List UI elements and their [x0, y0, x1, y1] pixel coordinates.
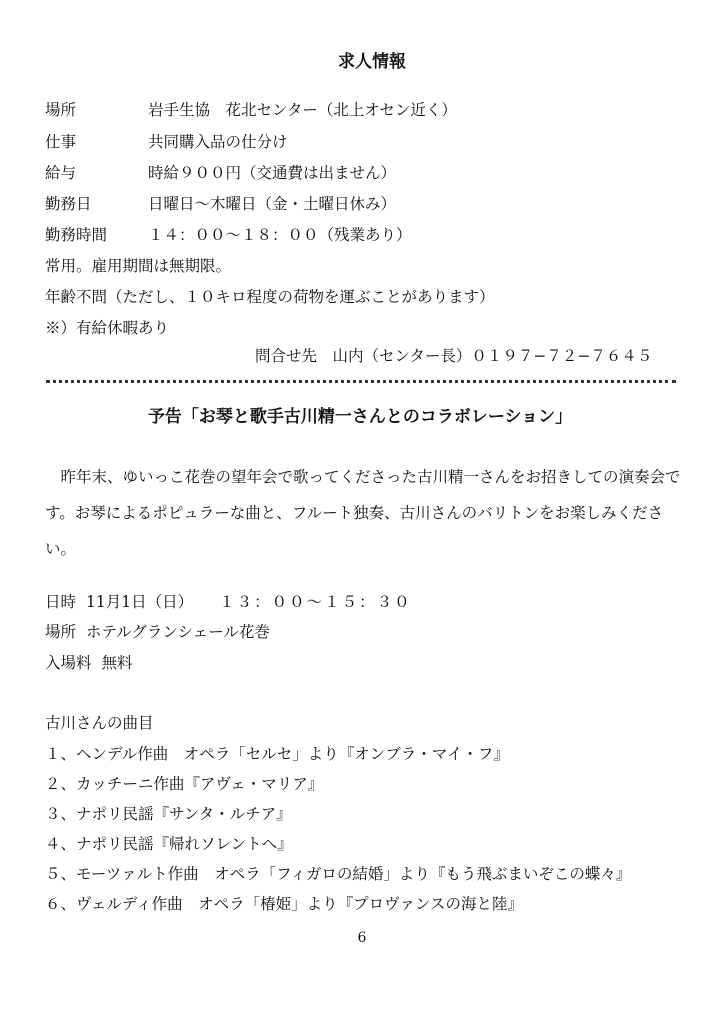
event-time-value: １３：００～１５：３０: [219, 593, 412, 611]
dotted-divider: [46, 380, 676, 383]
job-listing-title: 求人情報: [338, 52, 406, 72]
event-place-value: ホテルグランシェール花巻: [86, 623, 270, 641]
event-date-label: 日時: [45, 593, 77, 611]
job-note: 年齢不問（ただし、１０キロ程度の荷物を運ぶことがあります）: [45, 288, 495, 306]
job-row-value: 共同購入品の仕分け: [148, 133, 288, 151]
job-row-label: 場所: [45, 101, 77, 119]
event-place-row: [45, 620, 270, 642]
event-place-label: 場所: [45, 623, 77, 641]
song-item: ２、カッチーニ作曲『アヴェ・マリア』: [45, 775, 324, 793]
job-row-label: 勤務日: [45, 195, 92, 213]
job-row-work: [45, 132, 288, 152]
event-fee-value: 無料: [101, 654, 133, 672]
song-item: ５、モーツァルト作曲 オペラ「フィガロの結婚」より『もう飛ぶまいぞこの蝶々』: [45, 865, 632, 883]
page-number: 6: [357, 930, 367, 946]
job-row-label: 仕事: [45, 133, 77, 151]
song-item: ４、ナポリ民謡『帰れソレントへ』: [45, 835, 293, 853]
job-row-label: 勤務時間: [45, 226, 108, 244]
job-note: ※）有給休暇あり: [45, 319, 170, 337]
song-item: ６、ヴェルディ作曲 オペラ「椿姫」より『プロヴァンスの海と陸』: [45, 895, 524, 913]
song-item: １、ヘンデル作曲 オペラ「セルセ」より『オンブラ・マイ・フ』: [45, 745, 509, 763]
contact-info: 問合せ先 山内（センター長）０１９７−７２−７６４５: [255, 347, 653, 365]
job-row-value: １４：００～１８：００（残業あり）: [148, 226, 412, 244]
event-date-row: [45, 590, 412, 612]
event-fee-row: [45, 651, 133, 673]
job-row-value: 岩手生協 花北センター（北上オセン近く）: [148, 101, 457, 119]
job-row-label: 給与: [45, 164, 77, 182]
event-fee-label: 入場料: [45, 654, 92, 672]
job-row-value: 日曜日～木曜日（金・土曜日休み）: [148, 195, 397, 213]
song-item: ３、ナポリ民謡『サンタ・ルチア』: [45, 805, 292, 823]
job-note: 常用。雇用期間は無期限。: [45, 257, 232, 275]
notice-body-text: 昨年末、ゆいっこ花巻の望年会で歌ってくださった古川精一さんをお招きしての演奏会です。お琴によるポピュラーな曲と、フルート独奏、古川さんのバリトンをお楽しみください。: [45, 468, 681, 558]
job-row-hours: [45, 225, 412, 245]
notice-body: [45, 459, 685, 567]
job-row-workdays: [45, 194, 396, 214]
job-row-pay: [45, 163, 396, 183]
event-date-value: 11月1日（日）: [86, 593, 194, 611]
songs-heading: 古川さんの曲目: [45, 714, 154, 732]
job-row-value: 時給９００円（交通費は出ません）: [148, 164, 397, 182]
job-row-place: [45, 100, 457, 120]
notice-title: 予告「お琴と歌手古川精一さんとのコラボレーション」: [147, 407, 573, 427]
